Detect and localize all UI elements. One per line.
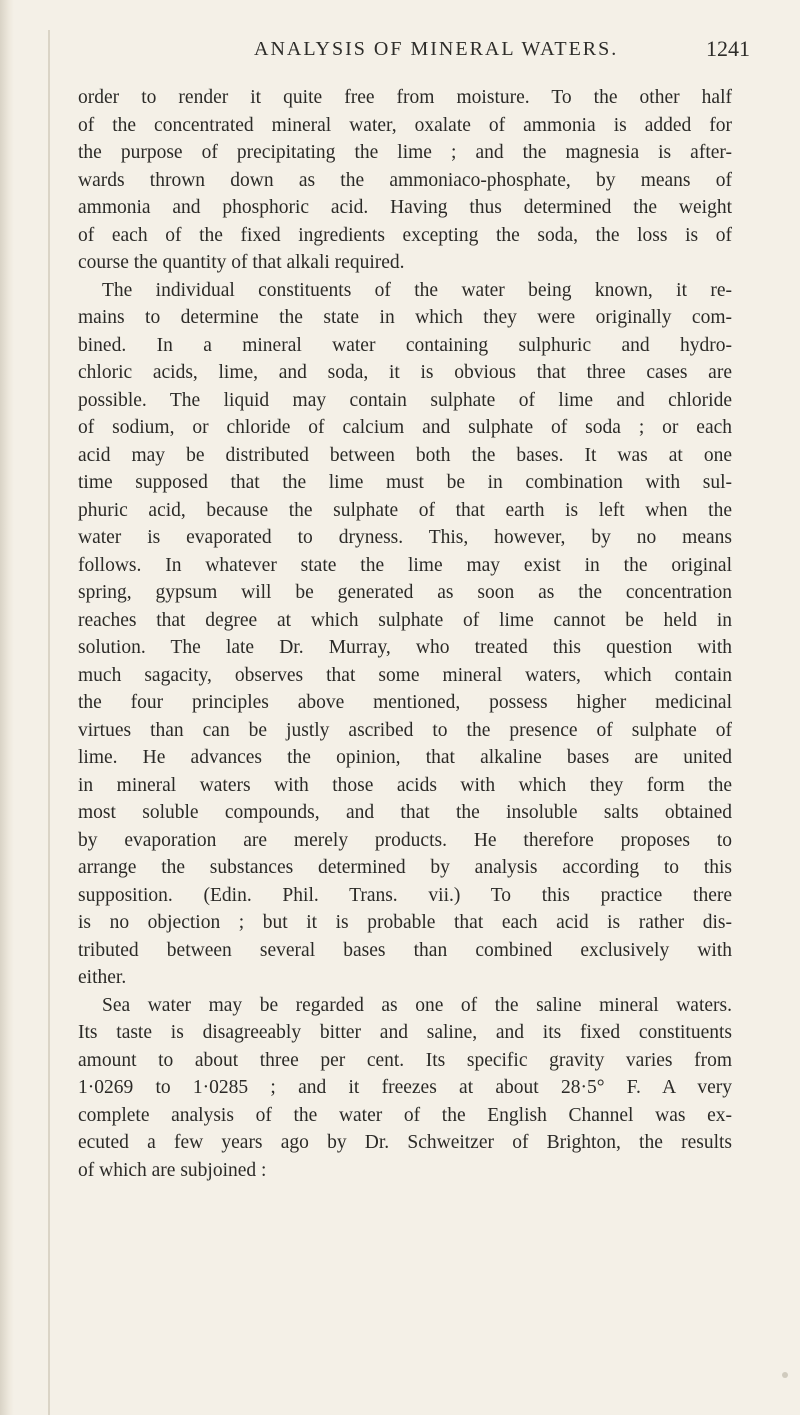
running-header (0, 38, 800, 68)
text-line: ecuted a few years ago by Dr. Schweitzer of Brighton, the results (78, 1132, 732, 1153)
text-line: complete analysis of the water of the English Channel was ex- (78, 1104, 732, 1126)
text-line: is no objection ; but it is probable that each acid is rather dis- (78, 912, 732, 933)
text-line: water is evaporated to dryness. This, however, by no means (78, 527, 732, 548)
text-line: most soluble compounds, and that the insoluble salts obtained (78, 802, 732, 823)
text-line: ammonia and phosphoric acid. Having thus determined the weight (78, 197, 732, 218)
paragraph-start: The individual constituents of the water being known, it re- (102, 279, 732, 301)
text-line: 1·0269 to 1·0285 ; and it freezes at about 28·5° F. A very (78, 1077, 732, 1098)
text-line: by evaporation are merely products. He therefore proposes to (78, 829, 732, 851)
text-line: amount to about three per cent. Its specific gravity varies from (78, 1049, 732, 1071)
text-line: tributed between several bases than combined exclusively with (78, 939, 732, 961)
text-line: wards thrown down as the ammoniaco-phosphate, by means of (78, 169, 732, 191)
margin-rule (48, 30, 50, 1415)
text-line: lime. He advances the opinion, that alkaline bases are united (78, 747, 732, 768)
body-text (78, 84, 732, 1184)
text-line: mains to determine the state in which they were originally com- (78, 307, 732, 328)
text-line: the purpose of precipitating the lime ; and the magnesia is after- (78, 142, 732, 163)
text-line: arrange the substances determined by analysis according to this (78, 857, 732, 878)
text-line: Its taste is disagreeably bitter and saline, and its fixed constituents (78, 1022, 732, 1043)
ink-speck (782, 1372, 788, 1378)
text-line: supposition. (Edin. Phil. Trans. vii.) To this practice there (78, 884, 732, 906)
text-line: spring, gypsum will be generated as soon as the concentration (78, 582, 732, 603)
text-line: acid may be distributed between both the bases. It was at one (78, 444, 732, 466)
text-line: of which are subjoined : (78, 1159, 267, 1181)
text-line: of the concentrated mineral water, oxalate of ammonia is added for (78, 114, 732, 136)
text-line: reaches that degree at which sulphate of lime cannot be held in (78, 609, 732, 631)
text-line: of sodium, or chloride of calcium and sulphate of soda ; or each (78, 417, 732, 438)
text-line: time supposed that the lime must be in combination with sul- (78, 472, 732, 493)
running-title: ANALYSIS OF MINERAL WATERS. (254, 38, 619, 60)
text-line: either. (78, 967, 127, 988)
text-line: virtues than can be justly ascribed to the presence of sulphate of (78, 719, 732, 741)
text-line: of each of the fixed ingredients excepting the soda, the loss is of (78, 224, 732, 246)
text-line: bined. In a mineral water containing sulphuric and hydro- (78, 334, 732, 356)
text-line: much sagacity, observes that some mineral waters, which contain (78, 664, 732, 686)
paragraph-start: Sea water may be regarded as one of the saline mineral waters. (102, 994, 732, 1016)
text-line: solution. The late Dr. Murray, who treated this question with (78, 637, 732, 658)
text-line: phuric acid, because the sulphate of that earth is left when the (78, 499, 732, 521)
text-line: in mineral waters with those acids with which they form the (78, 774, 732, 796)
page-number: 1241 (706, 36, 750, 61)
page-binding-shadow (0, 0, 14, 1415)
text-line: follows. In whatever state the lime may exist in the original (78, 554, 732, 576)
text-line: chloric acids, lime, and soda, it is obvious that three cases are (78, 362, 732, 383)
text-line: the four principles above mentioned, possess higher medicinal (78, 692, 732, 713)
text-line: possible. The liquid may contain sulphate of lime and chloride (78, 389, 732, 411)
text-line: order to render it quite free from moisture. To the other half (78, 87, 732, 108)
text-line: course the quantity of that alkali required. (78, 252, 405, 273)
